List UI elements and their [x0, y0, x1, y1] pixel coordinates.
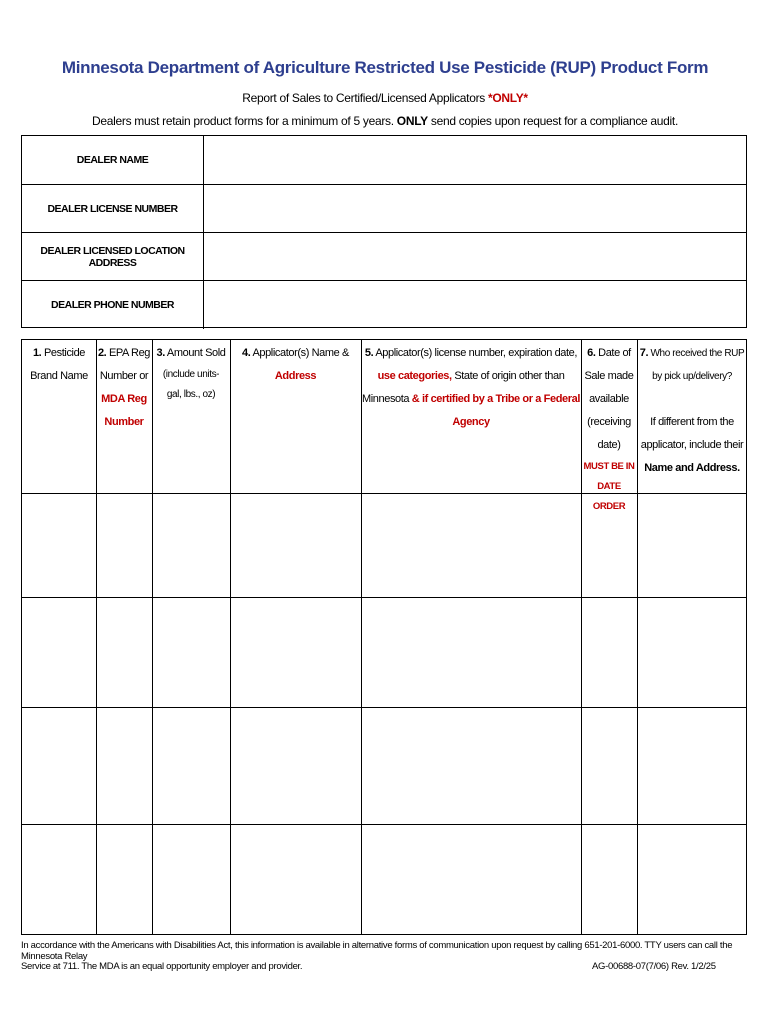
retention-notice	[0, 114, 770, 128]
dealer-phone-label: DEALER PHONE NUMBER	[51, 299, 174, 311]
col7-line2: by pick up/delivery?	[652, 371, 732, 382]
subtitle-only: *ONLY*	[488, 91, 528, 105]
header-amount-sold	[152, 340, 230, 492]
ada-notice: In accordance with the Americans with Disabilities Act, this information is available in alternative forms of communication upon request by calling 651-201-6000. TTY users can call the Minnesota Relay	[21, 940, 733, 962]
dealer-name-label: DEALER NAME	[76, 154, 149, 166]
form-id: AG-00688-07(7/06) Rev. 1/2/25	[592, 961, 716, 972]
col3-line1: Amount Sold	[164, 347, 226, 359]
col5-line3-red: & if certified by a Tribe or a Federal	[411, 393, 580, 405]
col5-line3: Minnesota	[361, 393, 412, 405]
table-row[interactable]	[22, 598, 746, 707]
product-table	[21, 339, 747, 935]
col7-number: 7.	[639, 347, 649, 359]
header-who-received	[637, 340, 747, 492]
col5-line2: State of origin other than	[451, 370, 565, 382]
col6-line2: Sale made	[584, 370, 634, 382]
col2-line2: Number or	[99, 370, 149, 382]
col2-line3: MDA Reg	[101, 393, 147, 405]
dealer-name-row	[22, 136, 746, 184]
col5-line1: Applicator(s) license number, expiration date,	[373, 347, 578, 359]
col7-line4: applicator, include their	[640, 439, 744, 451]
header-applicator-name	[230, 340, 361, 492]
col3-line2: (include units-	[162, 369, 220, 380]
dealer-info-table	[21, 135, 747, 328]
col5-number: 5.	[364, 347, 374, 359]
col2-line4: Number	[104, 416, 144, 428]
col2-number: 2.	[97, 347, 107, 359]
col6-line5: date)	[597, 439, 621, 451]
col1-line2: Brand Name	[30, 370, 88, 382]
retention-text-post: send copies upon request for a compliance audit.	[427, 114, 678, 128]
table-row[interactable]	[22, 494, 746, 597]
col6-line3: available	[589, 393, 629, 405]
dealer-phone-field[interactable]	[203, 281, 746, 329]
col2-line1: EPA Reg	[106, 347, 151, 359]
col6-line1: Date of	[595, 347, 631, 359]
subtitle-text: Report of Sales to Certified/Licensed Applicators	[242, 91, 489, 105]
col6-line7: DATE ORDER	[592, 481, 626, 512]
dealer-phone-row	[22, 280, 746, 329]
col3-number: 3.	[156, 347, 165, 359]
dealer-address-label: DEALER LICENSED LOCATION ADDRESS	[40, 245, 185, 269]
ada-notice-continued: Service at 711. The MDA is an equal opportunity employer and provider.	[21, 961, 303, 972]
dealer-address-row	[22, 232, 746, 281]
col7-line5: Name and Address.	[644, 462, 740, 474]
col4-line2: Address	[274, 370, 317, 382]
col1-line1: Pesticide	[41, 347, 86, 359]
table-row[interactable]	[22, 708, 746, 824]
header-epa-reg	[96, 340, 152, 492]
col5-line2-red: use categories,	[377, 370, 452, 382]
col7-line1: Who received the RUP	[648, 348, 745, 359]
header-pesticide-brand	[22, 340, 96, 492]
dealer-license-row	[22, 184, 746, 233]
retention-only: ONLY	[396, 114, 428, 128]
col6-line6: MUST BE IN	[583, 461, 635, 472]
col3-line3: gal, lbs., oz)	[166, 389, 216, 400]
table-row[interactable]	[22, 825, 746, 934]
col4-line1: Applicator(s) Name &	[250, 347, 349, 359]
form-title: Minnesota Department of Agriculture Restricted Use Pesticide (RUP) Product Form	[61, 58, 709, 77]
col6-number: 6.	[587, 347, 596, 359]
dealer-address-field[interactable]	[203, 233, 746, 281]
form-subtitle	[0, 91, 770, 105]
col1-number: 1.	[32, 347, 42, 359]
col5-line4: Agency	[452, 416, 490, 428]
header-applicator-license	[361, 340, 581, 492]
col7-line3: If different from the	[650, 416, 734, 428]
dealer-license-field[interactable]	[203, 185, 746, 233]
header-date-of-sale	[581, 340, 637, 512]
dealer-license-label: DEALER LICENSE NUMBER	[47, 203, 178, 215]
retention-text-pre: Dealers must retain product forms for a minimum of 5 years.	[92, 114, 397, 128]
col6-line4: (receiving	[587, 416, 631, 428]
dealer-name-field[interactable]	[203, 136, 746, 184]
col4-number: 4.	[242, 347, 251, 359]
